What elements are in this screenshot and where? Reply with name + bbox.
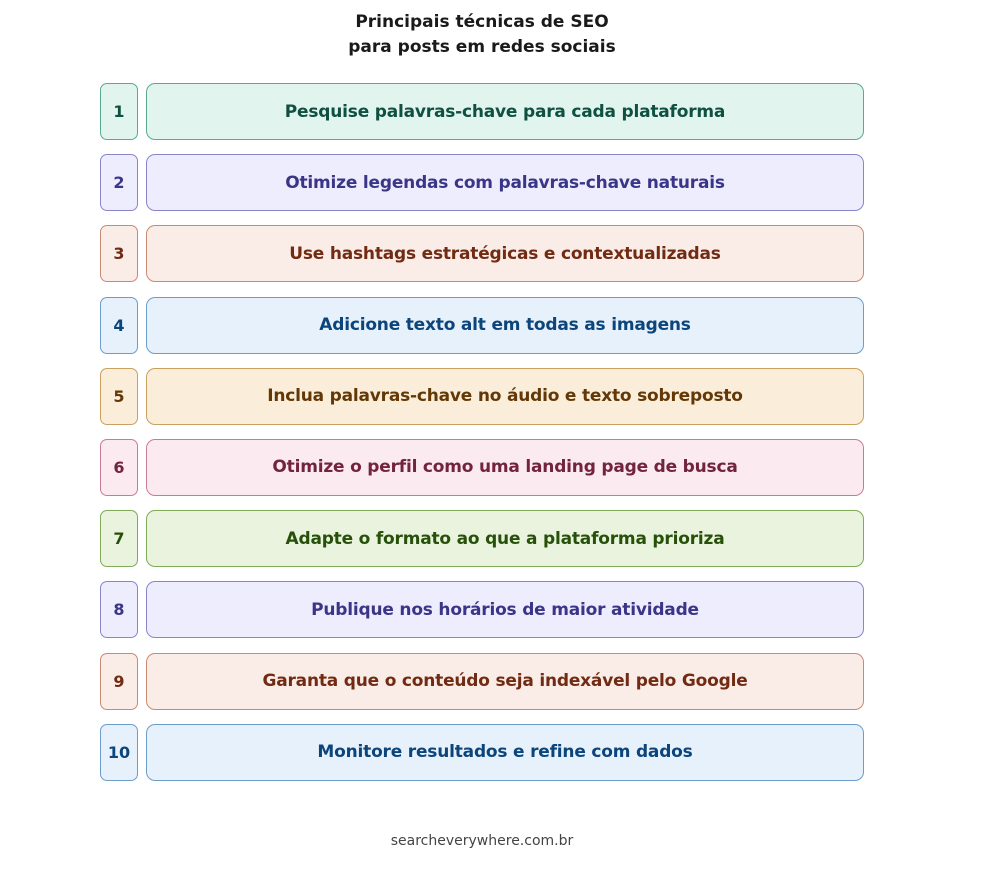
step-box: Adicione texto alt em todas as imagens	[146, 297, 864, 354]
step-box: Publique nos horários de maior atividade	[146, 581, 864, 638]
step-box: Otimize o perfil como uma landing page de busca	[146, 439, 864, 496]
steps-list	[100, 83, 864, 795]
step-box: Adapte o formato ao que a plataforma prioriza	[146, 510, 864, 567]
step-box: Inclua palavras-chave no áudio e texto sobreposto	[146, 368, 864, 425]
step-box: Use hashtags estratégicas e contextualizadas	[146, 225, 864, 282]
step-number-badge: 6	[100, 439, 138, 496]
step-box: Garanta que o conteúdo seja indexável pelo Google	[146, 653, 864, 710]
step-box: Monitore resultados e refine com dados	[146, 724, 864, 781]
step-row	[100, 368, 864, 425]
step-row	[100, 297, 864, 354]
step-number-badge: 8	[100, 581, 138, 638]
step-number-badge: 2	[100, 154, 138, 211]
step-row	[100, 724, 864, 781]
step-row	[100, 439, 864, 496]
step-row	[100, 581, 864, 638]
step-number-badge: 9	[100, 653, 138, 710]
step-box: Otimize legendas com palavras-chave naturais	[146, 154, 864, 211]
step-row	[100, 510, 864, 567]
step-number-badge: 5	[100, 368, 138, 425]
diagram-title	[0, 10, 964, 60]
title-line-2: para posts em redes sociais	[348, 37, 616, 57]
step-number-badge: 3	[100, 225, 138, 282]
step-number-badge: 4	[100, 297, 138, 354]
step-box: Pesquise palavras-chave para cada plataforma	[146, 83, 864, 140]
step-number-badge: 1	[100, 83, 138, 140]
step-row	[100, 154, 864, 211]
step-row	[100, 83, 864, 140]
step-row	[100, 653, 864, 710]
step-number-badge: 7	[100, 510, 138, 567]
step-number-badge: 10	[100, 724, 138, 781]
title-line-1: Principais técnicas de SEO	[355, 12, 609, 32]
footer-url: searcheverywhere.com.br	[390, 833, 574, 849]
step-row	[100, 225, 864, 282]
